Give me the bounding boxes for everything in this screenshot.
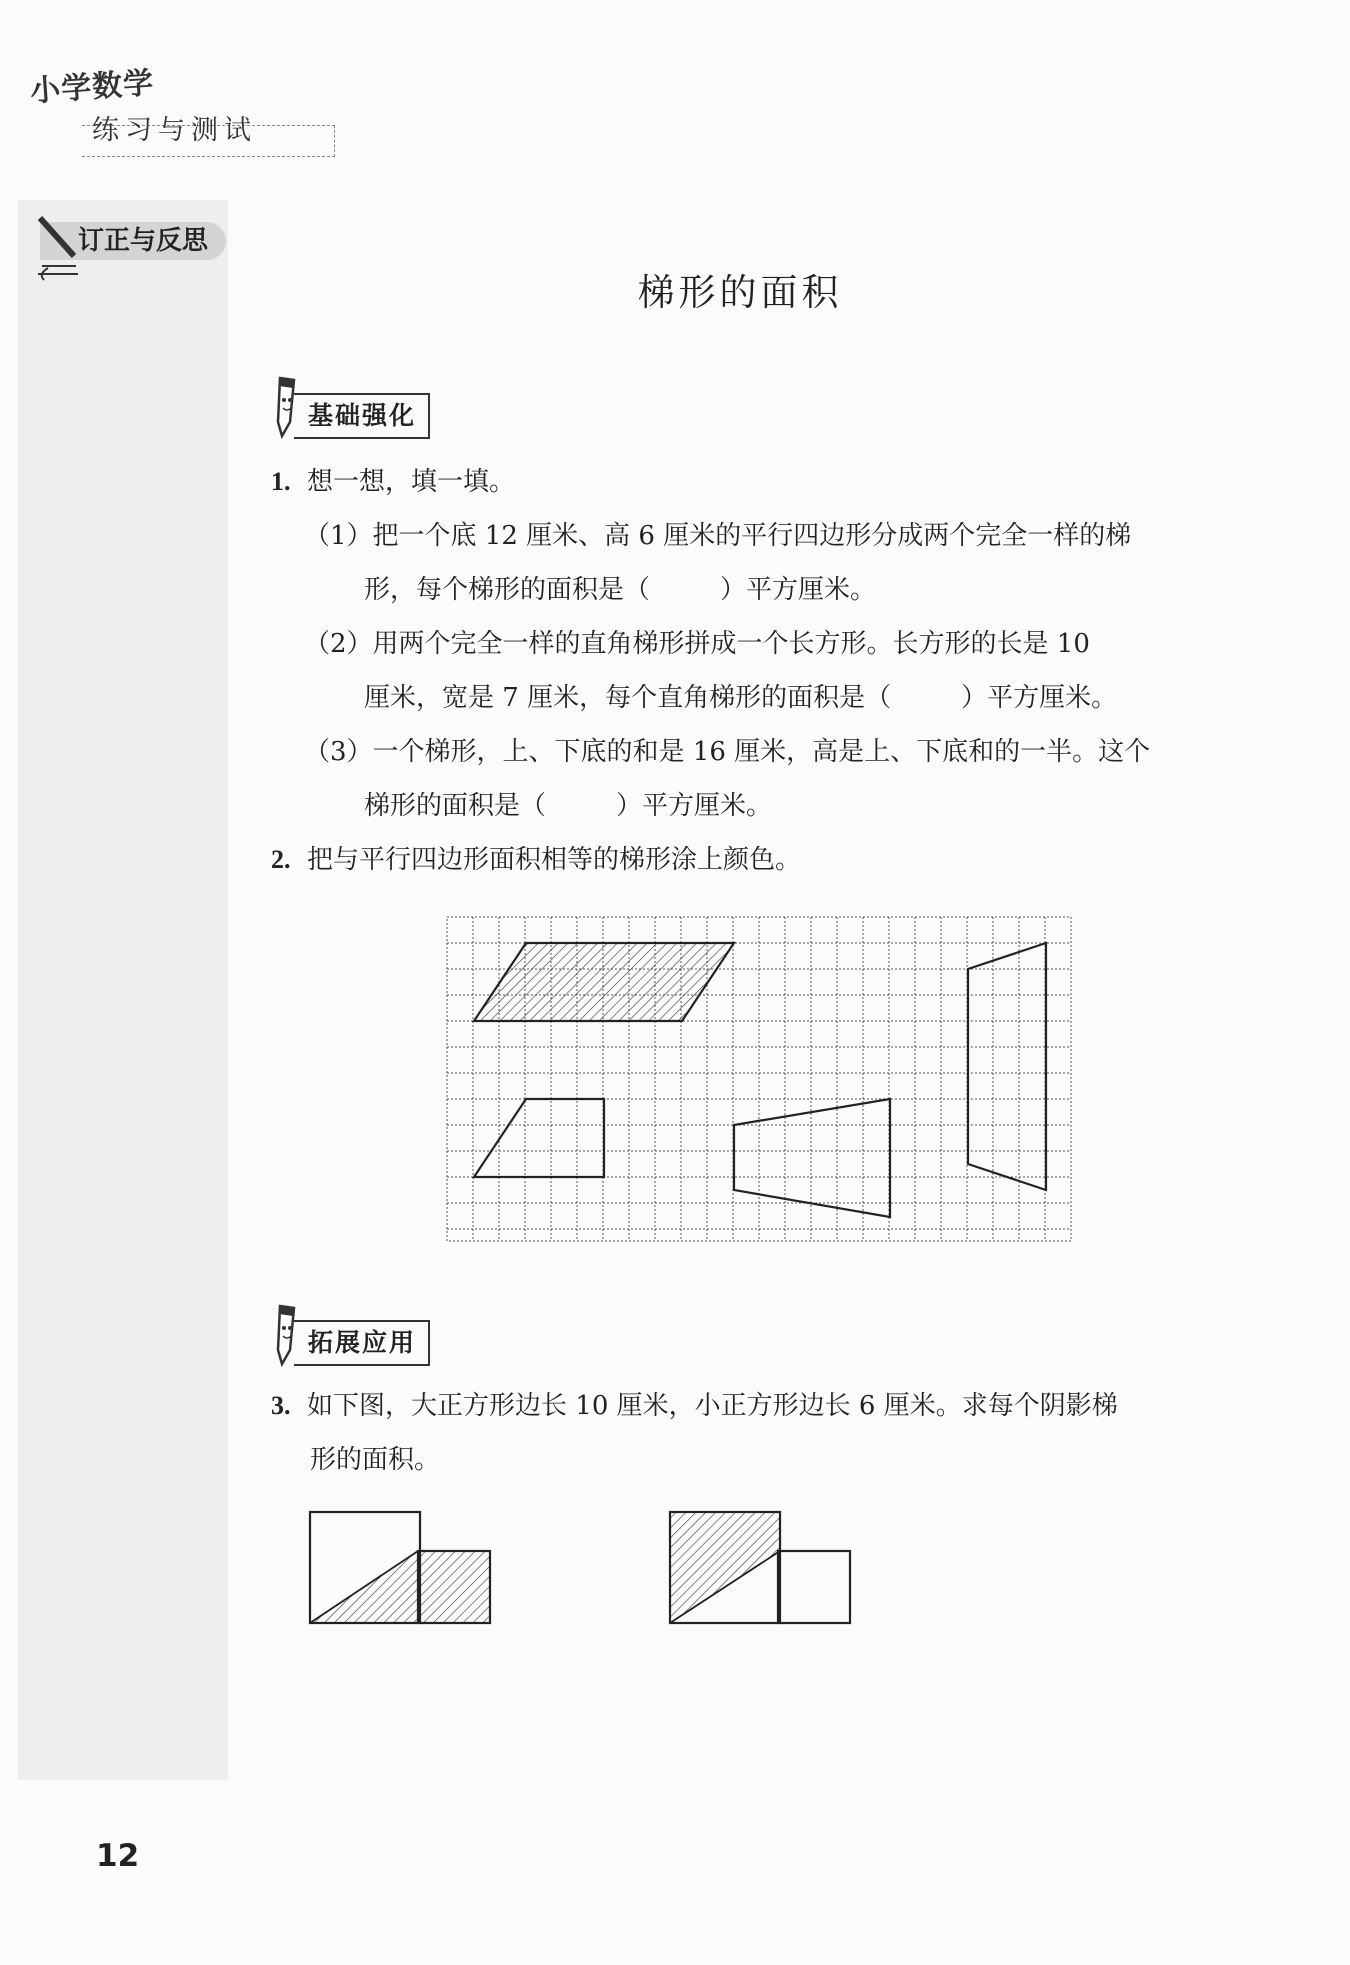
q1-part2-unit: ）平方厘米。 <box>961 683 1118 713</box>
book-subtitle: 练习与测试 <box>92 115 257 146</box>
q1-part3-unit: ）平方厘米。 <box>616 791 773 821</box>
q1-part2-line1: （2）用两个完全一样的直角梯形拼成一个长方形。长方形的长是 10 <box>304 629 1090 659</box>
grid-figure <box>446 916 1072 1242</box>
q1-part1-line1: （1）把一个底 12 厘米、高 6 厘米的平行四边形分成两个完全一样的梯 <box>304 521 1132 551</box>
question-3-line2: 形的面积。 <box>310 1445 441 1475</box>
revision-badge: 订正与反思 <box>40 222 226 260</box>
question-3 <box>271 1388 1118 1424</box>
q1-part3-text: 梯形的面积是（ <box>364 791 547 821</box>
q1-part2-line2 <box>364 680 1117 716</box>
trapezoid-b <box>734 1099 890 1217</box>
book-series-title: 小学数学 <box>29 65 156 110</box>
q1-part1-text: 形，每个梯形的面积是（ <box>364 575 651 605</box>
squares-figure-left <box>308 1510 494 1626</box>
page-number: 12 <box>96 1838 140 1874</box>
q1-part3-line1: （3）一个梯形，上、下底的和是 16 厘米，高是上、下底和的一半。这个 <box>304 737 1151 767</box>
q1-part1-unit: ）平方厘米。 <box>720 575 877 605</box>
q1-part1-line2 <box>364 572 876 608</box>
question-text: 如下图，大正方形边长 10 厘米，小正方形边长 6 厘米。求每个阴影梯 <box>307 1391 1118 1421</box>
question-text: 想一想，填一填。 <box>307 467 516 497</box>
trapezoid-c <box>968 943 1046 1190</box>
question-1 <box>271 464 515 500</box>
question-number: 3. <box>271 1391 291 1420</box>
squares-figure-right <box>668 1510 854 1626</box>
trapezoid-a <box>474 1099 604 1177</box>
lesson-title: 梯形的面积 <box>637 271 843 314</box>
question-text: 把与平行四边形面积相等的梯形涂上颜色。 <box>307 845 802 875</box>
correction-sidebar <box>18 200 228 1780</box>
section-extend-label: 拓展应用 <box>294 1320 430 1366</box>
question-number: 1. <box>271 467 291 496</box>
q1-part2-text: 厘米，宽是 7 厘米，每个直角梯形的面积是（ <box>364 683 892 713</box>
shaded-trapezoid-left <box>310 1551 490 1623</box>
section-basic-label: 基础强化 <box>294 393 430 439</box>
q1-part3-line2 <box>364 788 772 824</box>
shaded-trapezoid-right <box>670 1512 780 1623</box>
question-2 <box>271 842 801 878</box>
parallelogram <box>474 943 734 1021</box>
question-number: 2. <box>271 845 291 874</box>
